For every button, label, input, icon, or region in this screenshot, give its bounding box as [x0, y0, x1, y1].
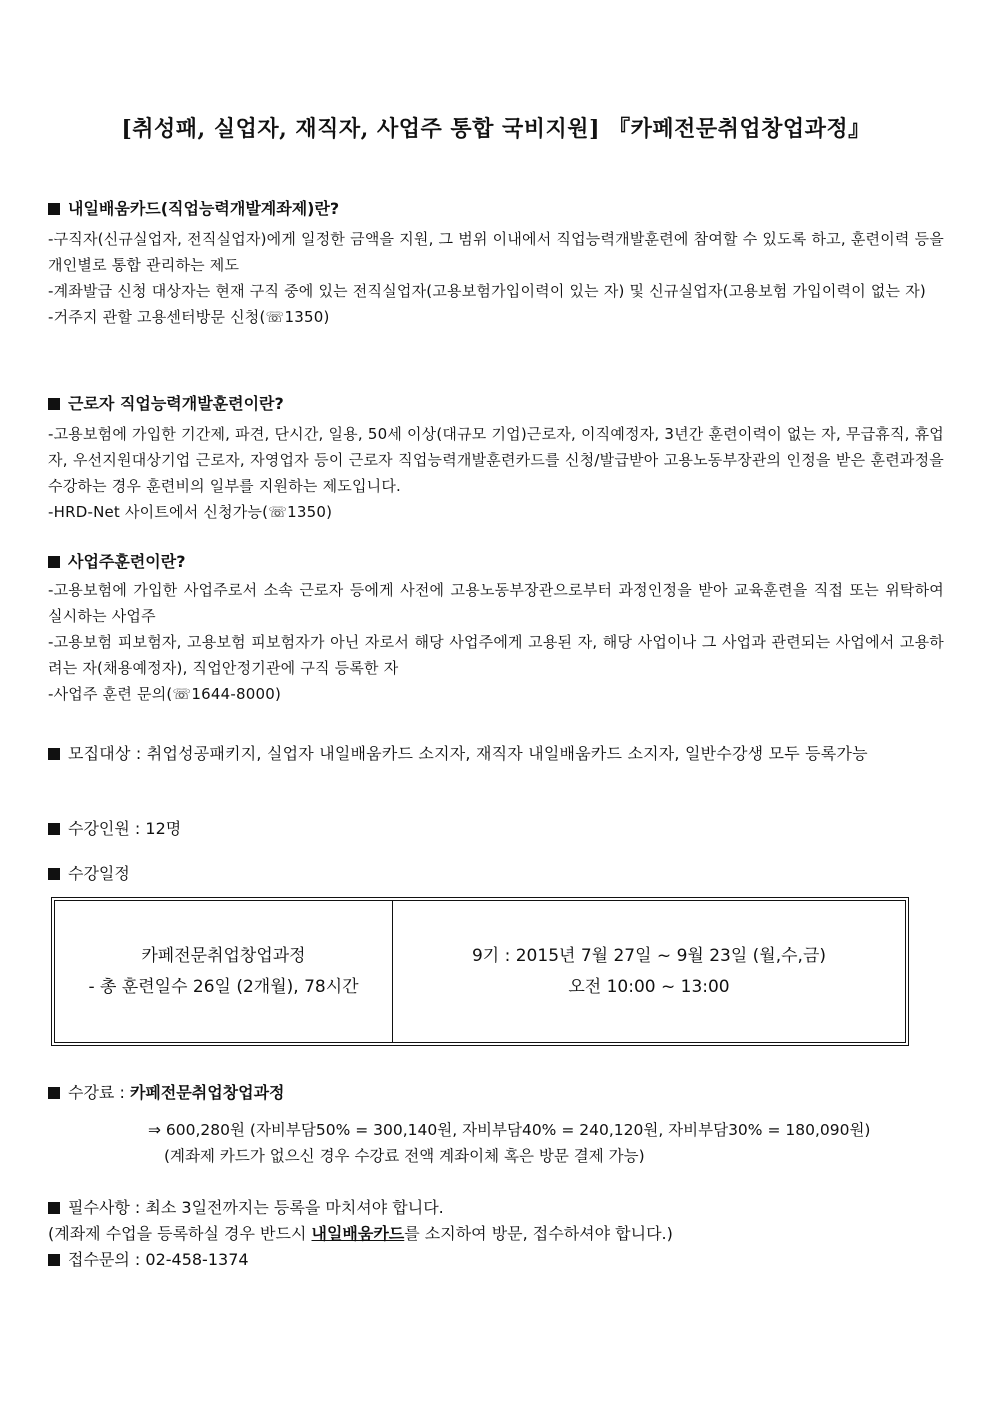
body-line: -HRD-Net 사이트에서 신청가능(☏1350) [48, 503, 333, 521]
session-dates: 9기 : 2015년 7월 27일 ~ 9월 23일 (월,수,금) [471, 945, 827, 966]
square-bullet-icon [48, 556, 60, 568]
capacity-info: 수강인원 : 12명 [48, 816, 944, 842]
schedule-table [51, 897, 909, 1046]
contact-info: 접수문의 : 02-458-1374 [48, 1247, 944, 1273]
body-line: -거주지 관할 고용센터방문 신청(☏1350) [48, 308, 330, 326]
section-heading: 내일배움카드(직업능력개발계좌제)란? [48, 194, 944, 224]
course-hours: - 총 훈련일수 26일 (2개월), 78시간 [88, 976, 359, 997]
body-line: -계좌발급 신청 대상자는 현재 구직 중에 있는 전직실업자(고용보험가입이력이 있는 자) 및 신규실업자(고용보험 가입이력이 없는 자) [48, 282, 926, 300]
section-heading: 사업주훈련이란? [48, 547, 944, 577]
schedule-course-cell [55, 901, 393, 1042]
section-body [48, 577, 944, 707]
body-line: -고용보험에 가입한 기간제, 파견, 단시간, 일용, 50세 이상(대규모 기업)근로자, 이직예정자, 3년간 훈련이력이 없는 자, 무급휴직, 휴업자, 우선지원대상기업 근로자, 자영업자 등이 근로자 직업능력개발훈련카드를 신청/발급받아 고용노동부장관의 인정을 받은 훈련과정을 수강하는 경우 훈련비의 일부를 지원하는 제도입니다. [48, 425, 944, 495]
session-time: 오전 10:00 ~ 13:00 [568, 976, 730, 997]
course-name: 카페전문취업창업과정 [141, 945, 306, 966]
square-bullet-icon [48, 398, 60, 410]
body-line: -고용보험에 가입한 사업주로서 소속 근로자 등에게 사전에 고용노동부장관으로부터 과정인정을 받아 교육훈련을 직접 또는 위탁하여 실시하는 사업주 [48, 581, 944, 625]
square-bullet-icon [48, 868, 60, 880]
section-body [48, 421, 944, 525]
section-heading: 근로자 직업능력개발훈련이란? [48, 389, 944, 419]
fee-note: (계좌제 카드가 없으신 경우 수강료 전액 계좌이체 혹은 방문 결제 가능) [164, 1147, 645, 1165]
section-employer-training [48, 547, 944, 707]
square-bullet-icon [48, 1087, 60, 1099]
section-worker-training [48, 389, 944, 525]
schedule-label: 수강일정 [48, 861, 944, 887]
square-bullet-icon [48, 748, 60, 760]
body-line: -구직자(신규실업자, 전직실업자)에게 일정한 금액을 지원, 그 범위 이내에서 직업능력개발훈련에 참여할 수 있도록 하고, 훈련이력 등을 개인별로 통합 관리하는 제도 [48, 230, 944, 274]
fee-info: 수강료 : 카페전문취업창업과정 [48, 1080, 944, 1106]
body-line: -고용보험 피보험자, 고용보험 피보험자가 아닌 자로서 해당 사업주에게 고용된 자, 해당 사업이나 그 사업과 관련되는 사업에서 고용하려는 자(채용예정자), 직업안정기관에 구직 등록한 자 [48, 633, 944, 677]
section-body [48, 226, 944, 330]
required-note: (계좌제 수업을 등록하실 경우 반드시 내일배움카드를 소지하여 방문, 접수하셔야 합니다.) [48, 1224, 673, 1243]
square-bullet-icon [48, 1254, 60, 1266]
schedule-date-cell [393, 901, 905, 1042]
section-learning-card [48, 194, 944, 330]
square-bullet-icon [48, 1202, 60, 1214]
fee-amount: ⇒ 600,280원 (자비부담50% = 300,140원, 자비부담40% = 240,120원, 자비부담30% = 180,090원) [148, 1121, 871, 1139]
page-title: [취성패, 실업자, 재직자, 사업주 통합 국비지원] 『카페전문취업창업과정』 [121, 116, 871, 142]
fee-course-name: 카페전문취업창업과정 [129, 1083, 285, 1102]
required-info: 필수사항 : 최소 3일전까지는 등록을 마치셔야 합니다. [48, 1195, 944, 1221]
recruit-info: 모집대상 : 취업성공패키지, 실업자 내일배움카드 소지자, 재직자 내일배움카드 소지자, 일반수강생 모두 등록가능 [48, 741, 944, 767]
body-line: -사업주 훈련 문의(☏1644-8000) [48, 685, 282, 703]
square-bullet-icon [48, 823, 60, 835]
learning-card-emphasis: 내일배움카드 [311, 1224, 405, 1243]
square-bullet-icon [48, 203, 60, 215]
